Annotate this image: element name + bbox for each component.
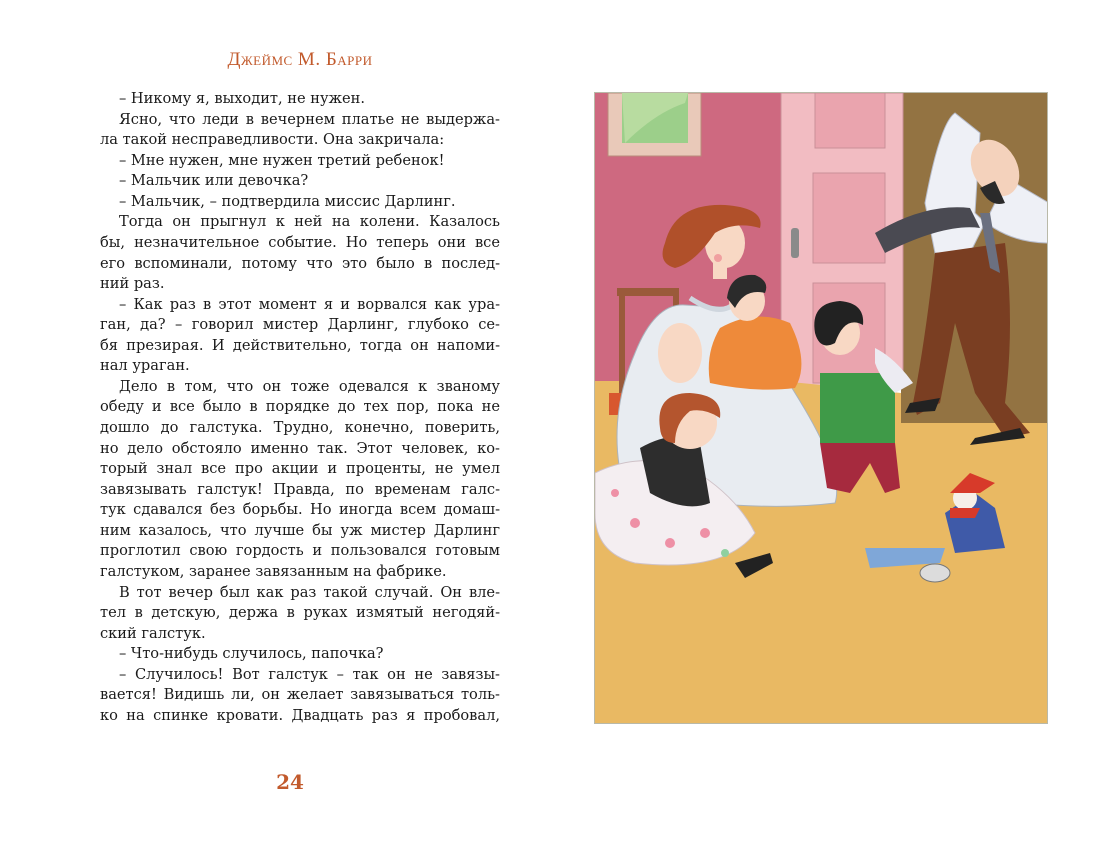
text-line: ко на спинке кровати. Двадцать раз я пробовал, xyxy=(100,706,500,724)
text-line: но дело обстояло именно так. Этот человек, ко- xyxy=(100,439,500,457)
toddler-outfit xyxy=(709,317,802,390)
text-line: В тот вечер был как раз такой случай. Он вле- xyxy=(119,583,500,601)
text-line: – Случилось! Вот галстук – так он не завязы- xyxy=(119,665,500,683)
text-line: – Что-нибудь случилось, папочка? xyxy=(119,645,384,663)
boy-vest xyxy=(820,373,895,443)
illustration-drawing xyxy=(595,93,1048,724)
text-line: ним казалось, что лучше бы уж мистер Дарлинг xyxy=(100,521,500,539)
text-line: бя презирая. И действительно, тогда он напоми- xyxy=(100,336,500,354)
text-line: Тогда он прыгнул к ней на колени. Казалось xyxy=(119,213,500,231)
text-line: ский галстук. xyxy=(100,624,206,642)
text-line: – Мне нужен, мне нужен третий ребенок! xyxy=(119,151,445,169)
text-line: – Мальчик, – подтвердила миссис Дарлинг. xyxy=(119,192,456,210)
text-line: нал ураган. xyxy=(100,357,190,375)
page-number: 24 xyxy=(276,770,304,794)
door-handle xyxy=(791,228,799,258)
text-line: ла такой несправедливости. Она закричала: xyxy=(100,131,445,149)
text-line: ний раз. xyxy=(100,275,165,293)
text-line: галстуком, заранее завязанным на фабрике. xyxy=(100,562,447,580)
text-line: – Мальчик или девочка? xyxy=(119,172,309,190)
text-line: обеду и все было в порядке до тех пор, пока не xyxy=(100,398,500,416)
text-line: бы, незначительное событие. Но теперь они все xyxy=(100,233,500,251)
text-line: – Никому я, выходит, не нужен. xyxy=(119,90,366,107)
text-line: ган, да? – говорил мистер Дарлинг, глубоко се- xyxy=(100,316,500,334)
running-head-author: Джеймс М. Барри xyxy=(227,49,373,70)
text-line: торый знал все про акции и проценты, не умел xyxy=(100,460,500,478)
text-line: Ясно, что леди в вечернем платье не выдержа- xyxy=(119,110,500,128)
text-line: вается! Видишь ли, он желает завязываться толь- xyxy=(100,686,500,704)
text-line: – Как раз в этот момент я и ворвался как ура- xyxy=(119,295,500,313)
illustration-family-scene xyxy=(594,92,1048,724)
body-text xyxy=(100,89,500,726)
text-line: проглотил свою гордость и пользовался готовым xyxy=(100,542,500,560)
text-line: завязывать галстук! Правда, по временам галс- xyxy=(100,480,500,498)
spinning-top xyxy=(920,564,950,582)
text-line: дошло до галстука. Трудно, конечно, поверить, xyxy=(100,419,500,436)
text-line: тук сдавался без борьбы. Но иногда всем домаш- xyxy=(100,501,500,519)
text-line: Дело в том, что он тоже одевался к званому xyxy=(119,377,500,395)
text-line: его вспоминали, потому что это было в послед- xyxy=(100,254,500,272)
text-line: тел в детскую, держа в руках измятый негодяй- xyxy=(100,604,500,622)
chair xyxy=(617,288,679,296)
